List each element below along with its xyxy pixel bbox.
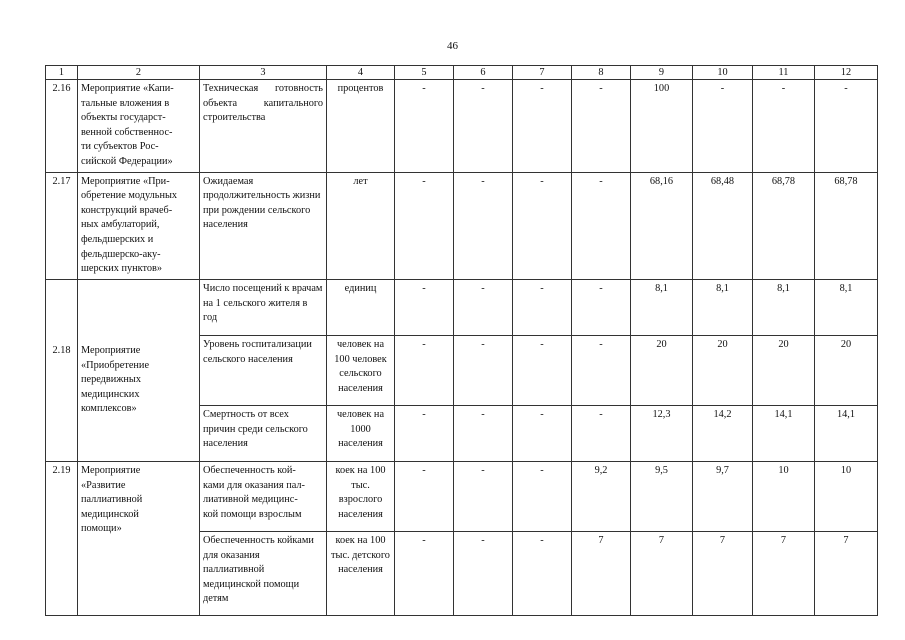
unit-cell: единиц <box>327 279 395 335</box>
row-number: 2.16 <box>46 80 78 173</box>
value-cell: 14,1 <box>815 405 878 461</box>
column-header: 4 <box>327 66 395 80</box>
value-cell: 68,16 <box>631 172 693 279</box>
activity-name-group <box>78 279 200 461</box>
value-cell: - <box>395 461 454 531</box>
column-header: 8 <box>572 66 631 80</box>
value-cell: - <box>454 461 513 531</box>
value-cell: - <box>572 279 631 335</box>
activity-name: Мероприятие «При- обретение модульных конструкций врачеб- ных амбулаторий, фельдшерских и фельдшерско-аку- шерских пунктов» <box>78 172 200 279</box>
value-cell: - <box>454 335 513 405</box>
value-cell: 8,1 <box>753 279 815 335</box>
value-cell: 20 <box>753 335 815 405</box>
value-cell: - <box>572 80 631 173</box>
page-number: 46 <box>447 40 458 52</box>
unit-cell: процентов <box>327 80 395 173</box>
value-cell: - <box>395 80 454 173</box>
value-cell: 7 <box>753 531 815 615</box>
table-row-2-19-a <box>46 461 878 531</box>
unit-cell: лет <box>327 172 395 279</box>
value-cell: 7 <box>572 531 631 615</box>
value-cell: - <box>513 279 572 335</box>
indicator-name: Уровень госпитализации сельского населения <box>200 335 327 405</box>
value-cell: - <box>572 335 631 405</box>
indicator-name: Число посещений к врачам на 1 сельского жителя в год <box>200 279 327 335</box>
activity-name: Мероприятие «Капи- тальные вложения в объекты государст- венной собственнос- ти субъектов Рос- сийской Федерации» <box>78 80 200 173</box>
indicators-table <box>45 65 878 616</box>
value-cell: 7 <box>815 531 878 615</box>
value-cell: - <box>454 405 513 461</box>
value-cell: - <box>513 172 572 279</box>
value-cell: - <box>513 335 572 405</box>
column-header: 12 <box>815 66 878 80</box>
row-number: 2.17 <box>46 172 78 279</box>
unit-cell: коек на 100 тыс. взрослого населения <box>327 461 395 531</box>
column-header: 3 <box>200 66 327 80</box>
column-header: 10 <box>693 66 753 80</box>
value-cell: 20 <box>815 335 878 405</box>
value-cell: 14,1 <box>753 405 815 461</box>
value-cell: 7 <box>631 531 693 615</box>
activity-name: Мероприятие «Приобретение передвижных медицинских комплексов» <box>81 344 150 415</box>
value-cell: - <box>815 80 878 173</box>
value-cell: - <box>513 531 572 615</box>
value-cell: - <box>513 80 572 173</box>
indicator-name: Ожидаемая продолжительность жизни при рождении сельского населения <box>200 172 327 279</box>
value-cell: 8,1 <box>631 279 693 335</box>
value-cell: - <box>454 172 513 279</box>
value-cell: - <box>753 80 815 173</box>
row-number-group <box>46 279 78 461</box>
value-cell: - <box>513 405 572 461</box>
value-cell: 10 <box>753 461 815 531</box>
value-cell: 7 <box>693 531 753 615</box>
unit-cell: человек на 1000 населения <box>327 405 395 461</box>
column-header: 1 <box>46 66 78 80</box>
value-cell: 20 <box>631 335 693 405</box>
value-cell: - <box>454 279 513 335</box>
value-cell: 68,78 <box>753 172 815 279</box>
indicator-name: Техническая готовность объекта капитального строительства <box>200 80 327 173</box>
indicator-name: Смертность от всех причин среди сельского населения <box>200 405 327 461</box>
value-cell: - <box>395 279 454 335</box>
value-cell: 9,7 <box>693 461 753 531</box>
value-cell: - <box>693 80 753 173</box>
activity-name: Мероприятие «Развитие паллиативной медицинской помощи» <box>78 461 200 615</box>
value-cell: 8,1 <box>815 279 878 335</box>
value-cell: - <box>395 172 454 279</box>
table-row-2-17-a <box>46 172 878 279</box>
value-cell: 14,2 <box>693 405 753 461</box>
value-cell: 100 <box>631 80 693 173</box>
column-header: 9 <box>631 66 693 80</box>
value-cell: 8,1 <box>693 279 753 335</box>
unit-cell: коек на 100 тыс. детского населения <box>327 531 395 615</box>
column-header: 2 <box>78 66 200 80</box>
value-cell: - <box>513 461 572 531</box>
value-cell: - <box>454 80 513 173</box>
value-cell: 10 <box>815 461 878 531</box>
value-cell: - <box>395 335 454 405</box>
indicator-name: Обеспеченность койками для оказания паллиативной медицинской помощи детям <box>200 531 327 615</box>
value-cell: - <box>395 531 454 615</box>
column-header: 6 <box>454 66 513 80</box>
value-cell: 68,48 <box>693 172 753 279</box>
indicator-name: Обеспеченность кой- ками для оказания пал- лиативной медицинс- кой помощи взрослым <box>200 461 327 531</box>
value-cell: 68,78 <box>815 172 878 279</box>
column-header: 11 <box>753 66 815 80</box>
value-cell: 9,5 <box>631 461 693 531</box>
value-cell: 12,3 <box>631 405 693 461</box>
column-number-row <box>46 66 878 80</box>
table-row-2-16 <box>46 80 878 173</box>
value-cell: - <box>395 405 454 461</box>
row-number: 2.18 <box>52 344 71 356</box>
unit-cell: человек на 100 человек сельского населения <box>327 335 395 405</box>
column-header: 5 <box>395 66 454 80</box>
column-header: 7 <box>513 66 572 80</box>
value-cell: - <box>572 172 631 279</box>
table-row-2-17-b <box>46 279 878 335</box>
value-cell: - <box>454 531 513 615</box>
value-cell: 9,2 <box>572 461 631 531</box>
value-cell: - <box>572 405 631 461</box>
row-number: 2.19 <box>46 461 78 615</box>
value-cell: 20 <box>693 335 753 405</box>
